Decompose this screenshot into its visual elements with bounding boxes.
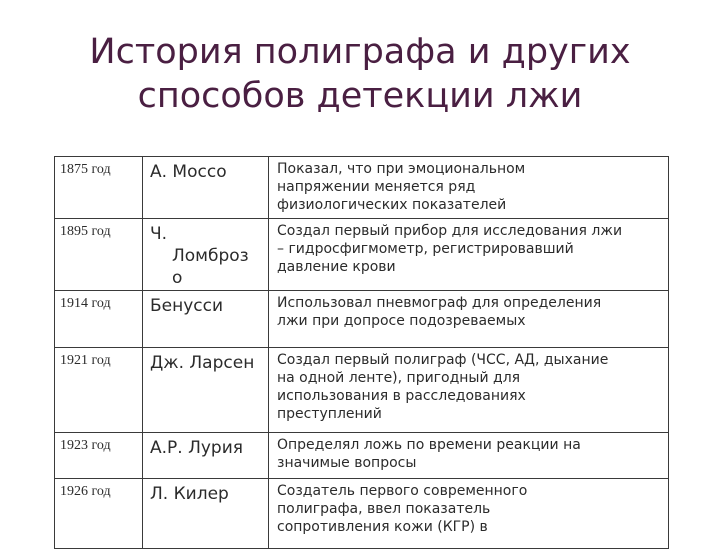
year-cell: 1875 год: [55, 157, 143, 219]
description-cell: [269, 348, 669, 433]
description-line: напряжении меняется ряд: [277, 179, 476, 195]
name-line: Ломброз: [172, 246, 249, 266]
description-cell: [269, 291, 669, 348]
description-line: Использовал пневмограф для определения: [277, 295, 602, 311]
description-line: Создатель первого современного: [277, 483, 528, 499]
name-line: Ч.: [150, 224, 168, 244]
description-line: значимые вопросы: [277, 455, 417, 471]
description-line: преступлений: [277, 406, 382, 422]
year-cell: 1914 год: [55, 291, 143, 348]
description-line: Определял ложь по времени реакции на: [277, 437, 581, 453]
description-line: использования в расследованиях: [277, 388, 526, 404]
description-line: полиграфа, ввел показатель: [277, 501, 491, 517]
description-line: физиологических показателей: [277, 197, 507, 213]
name-cell: Бенусси: [143, 291, 269, 348]
name-line: о: [172, 268, 183, 288]
description-line: на одной ленте), пригодный для: [277, 370, 521, 386]
year-cell: 1895 год: [55, 219, 143, 291]
description-line: лжи при допросе подозреваемых: [277, 313, 526, 329]
description-line: – гидросфигмометр, регистрировавший: [277, 241, 574, 257]
description-cell: [269, 479, 669, 549]
description-line: Создал первый прибор для исследования лжи: [277, 223, 623, 239]
name-cell: [143, 219, 269, 291]
year-cell: 1926 год: [55, 479, 143, 549]
description-line: Показал, что при эмоциональном: [277, 161, 526, 177]
table-row: [55, 433, 669, 479]
description-line: сопротивления кожи (КГР) в: [277, 519, 488, 535]
table-row: [55, 157, 669, 219]
name-cell: Л. Килер: [143, 479, 269, 549]
name-cell: А. Моссо: [143, 157, 269, 219]
description-line: Создал первый полиграф (ЧСС, АД, дыхание: [277, 352, 609, 368]
description-cell: [269, 219, 669, 291]
description-cell: [269, 433, 669, 479]
year-cell: 1921 год: [55, 348, 143, 433]
slide-title: [40, 30, 680, 118]
table-row: [55, 479, 669, 549]
year-cell: 1923 год: [55, 433, 143, 479]
description-cell: [269, 157, 669, 219]
history-table: [54, 156, 669, 549]
table-row: [55, 219, 669, 291]
table-row: [55, 291, 669, 348]
description-line: давление крови: [277, 259, 396, 275]
name-cell: Дж. Ларсен: [143, 348, 269, 433]
table-row: [55, 348, 669, 433]
title-line-2: способов детекции лжи: [137, 76, 583, 116]
title-line-1: История полиграфа и других: [89, 32, 631, 72]
name-cell: А.Р. Лурия: [143, 433, 269, 479]
